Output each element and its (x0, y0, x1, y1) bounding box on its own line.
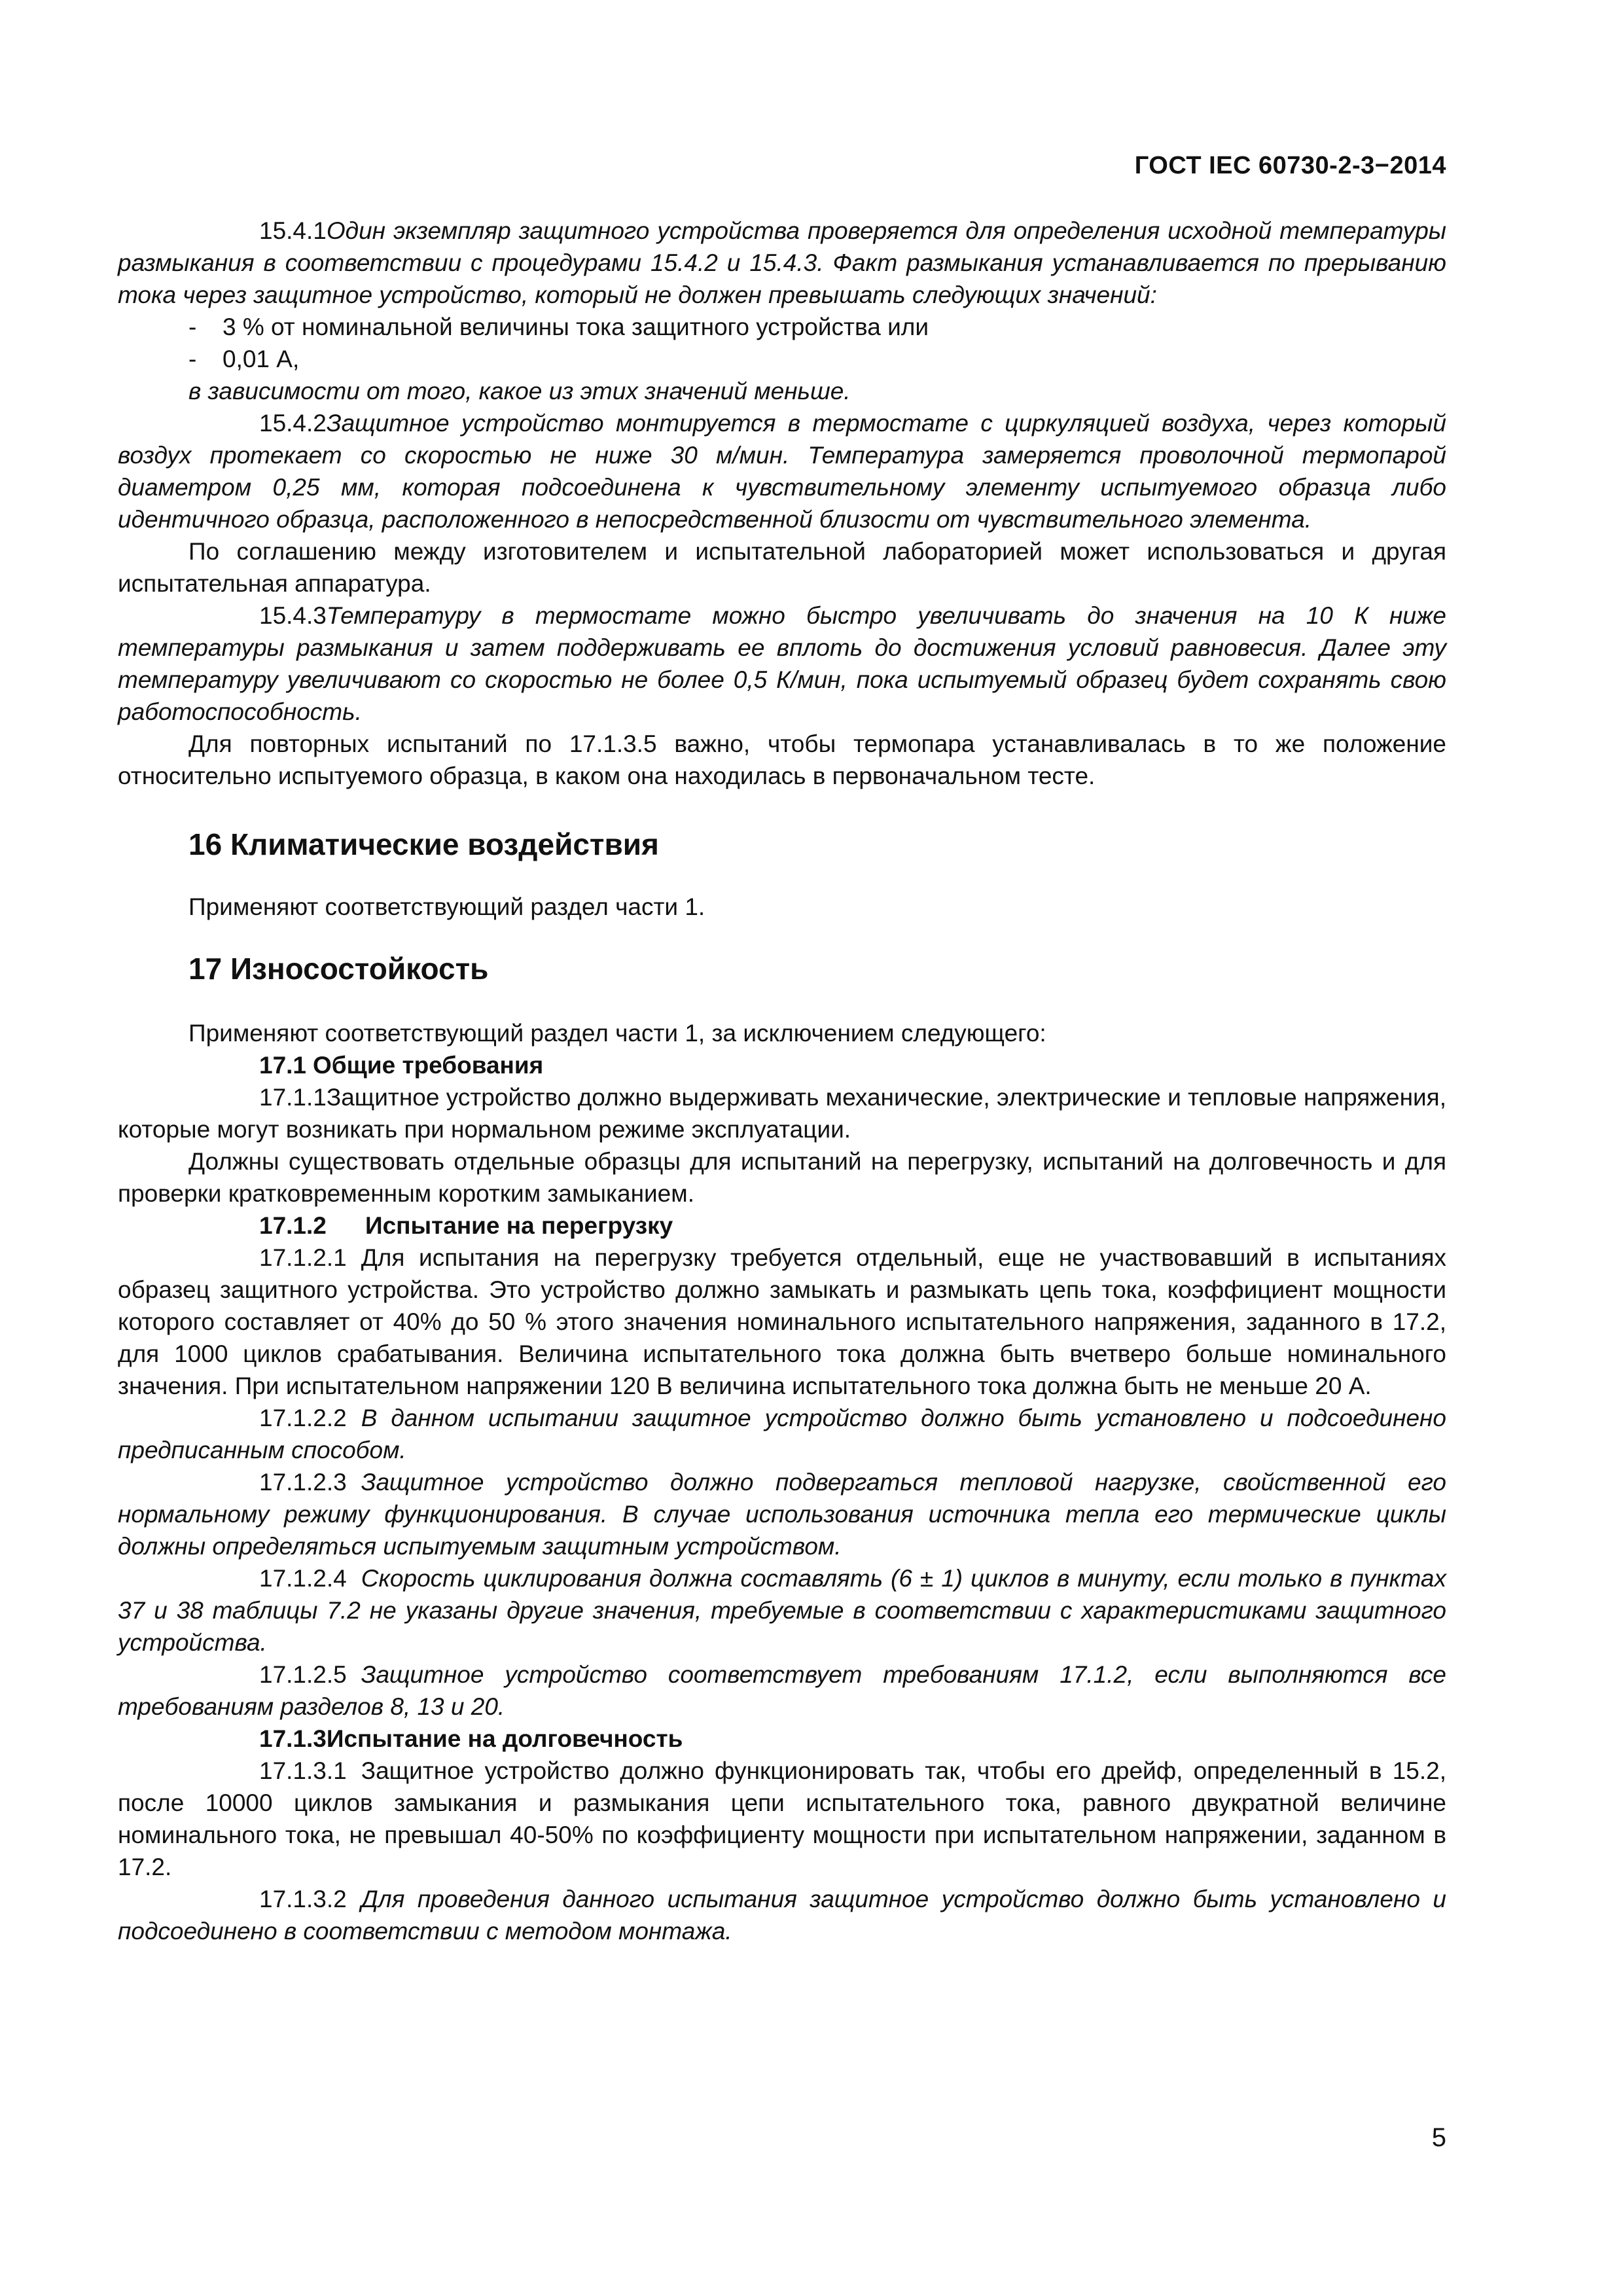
list-item-text: 0,01 А, (223, 346, 300, 372)
paragraph-17-1-2-3 (118, 1466, 1446, 1562)
paragraph-17-1-2-2 (118, 1402, 1446, 1466)
clause-number: 17.1.3.2 (259, 1886, 347, 1912)
paragraph-text: Защитное устройство монтируется в термостате с циркуляцией воздуха, через который воздух протекает со скоростью не ниже 30 м/мин. Температура замеряется проволочной термопарой диаметром 0,25 мм, которая подсоединена к чувствительному элементу испытуемого образца либо идентичного образца, расположенного в непосредственной близости от чувствительного элемента. (118, 410, 1446, 533)
clause-number: 17.1.2.1 (259, 1244, 347, 1271)
page-number: 5 (1431, 2123, 1446, 2152)
paragraph-text: Защитное устройство должно подвергаться тепловой нагрузке, свойственной его нормальному режиму функционирования. В случае использования источника тепла его термические циклы должны определяться испытуемым защитным устройством. (118, 1469, 1446, 1560)
clause-number: 17.1 (259, 1052, 307, 1079)
paragraph-text: Температуру в термостате можно быстро увеличивать до значения на 10 К ниже температуры размыкания и затем поддерживать ее вплоть до достижения условий равновесия. Далее эту температуру увеличивают со скоростью не более 0,5 К/мин, пока испытуемый образец будет сохранять свою работоспособность. (118, 602, 1446, 725)
subsection-title: Общие требования (313, 1052, 544, 1079)
list-item (188, 343, 1446, 375)
subsection-title: Испытание на долговечность (326, 1725, 683, 1752)
document-body (118, 215, 1446, 1947)
document-header: ГОСТ IEC 60730-2-3−2014 (1134, 152, 1446, 179)
subsection-17-1-2-heading (118, 1210, 1446, 1242)
paragraph-text: Один экземпляр защитного устройства проверяется для определения исходной температуры размыкания в соответствии с процедурами 15.4.2 и 15.4.3. Факт размыкания устанавливается по прерыванию тока через защитное устройство, который не должен превышать следующих значений: (118, 217, 1446, 308)
paragraph-15-4-2 (118, 407, 1446, 535)
clause-number: 17.1.3 (259, 1725, 327, 1752)
paragraph-text: Защитное устройство должно выдерживать механические, электрические и тепловые напряжения, которые могут возникать при нормальном режиме эксплуатации. (118, 1084, 1446, 1143)
paragraph-17-1-1 (118, 1081, 1446, 1145)
clause-number: 17.1.2.3 (259, 1469, 347, 1496)
paragraph-17-1-2-1 (118, 1242, 1446, 1402)
subsection-17-1-heading (118, 1049, 1446, 1081)
paragraph-17-1-3-2 (118, 1883, 1446, 1947)
paragraph-samples: Должны существовать отдельные образцы для испытаний на перегрузку, испытаний на долговечность и для проверки кратковременным коротким замыканием. (118, 1148, 1446, 1207)
clause-number: 17.1.2.4 (259, 1565, 347, 1592)
list-item-text: 3 % от номинальной величины тока защитного устройства или (223, 314, 929, 340)
paragraph-15-4-1 (118, 215, 1446, 311)
clause-number: 15.4.2 (259, 410, 327, 437)
section-17-intro: Применяют соответствующий раздел части 1, за исключением следующего: (188, 1020, 1046, 1047)
subsection-title: Испытание на перегрузку (365, 1212, 673, 1239)
clause-number: 15.4.1 (259, 217, 327, 244)
paragraph-text: Защитное устройство соответствует требованиям 17.1.2, если выполняются все требованиям разделов 8, 13 и 20. (118, 1661, 1446, 1720)
clause-number: 15.4.3 (259, 602, 327, 629)
list-dash: - (188, 346, 197, 372)
paragraph-repeat-tests: Для повторных испытаний по 17.1.3.5 важно, чтобы термопара устанавливалась в то же положение относительно испытуемого образца, в каком она находилась в первоначальном тесте. (118, 730, 1446, 789)
section-16-text: Применяют соответствующий раздел части 1. (188, 893, 705, 920)
paragraph-text: Защитное устройство должно функционировать так, чтобы его дрейф, определенный в 15.2, после 10000 циклов замыкания и размыкания цепи испытательного тока, равного двукратной величине номинального тока, не превышал 40-50% по коэффициенту мощности при испытательном напряжении, заданном в 17.2. (118, 1757, 1446, 1880)
section-16-title: 16 Климатические воздействия (188, 827, 659, 861)
paragraph-15-4-3 (118, 600, 1446, 728)
clause-number: 17.1.3.1 (259, 1757, 347, 1784)
paragraph-17-1-3-1 (118, 1755, 1446, 1883)
list-dash: - (188, 314, 197, 340)
paragraph-text: Скорость циклирования должна составлять (6 ± 1) циклов в минуту, если только в пунктах 37 и 38 таблицы 7.2 не указаны другие значения, требуемые в соответствии с характеристиками защитного устройства. (118, 1565, 1446, 1656)
paragraph-17-1-2-4 (118, 1562, 1446, 1659)
clause-number: 17.1.2.2 (259, 1405, 347, 1431)
paragraph-agreement: По соглашению между изготовителем и испытательной лабораторией может использоваться и другая испытательная аппаратура. (118, 538, 1446, 597)
section-17-title: 17 Износостойкость (188, 952, 489, 986)
paragraph-text: Для испытания на перегрузку требуется отдельный, еще не участвовавший в испытаниях образец защитного устройства. Это устройство должно замыкать и размыкать цепь тока, коэффициент мощности которого составляет от 40% до 50 % этого значения номинального испытательного напряжения, заданного в 17.2, для 1000 циклов срабатывания. Величина испытательного тока должна быть вчетверо больше номинального значения. При испытательном напряжении 120 В величина испытательного тока должна быть не меньше 20 А. (118, 1244, 1446, 1399)
subsection-17-1-3-heading (118, 1723, 1446, 1755)
paragraph-text: В данном испытании защитное устройство должно быть установлено и подсоединено предписанным способом. (118, 1405, 1446, 1463)
list-item (188, 311, 1446, 343)
paragraph-17-1-2-5 (118, 1659, 1446, 1723)
clause-number: 17.1.1 (259, 1084, 327, 1111)
clause-number: 17.1.2 (259, 1212, 327, 1239)
clause-number: 17.1.2.5 (259, 1661, 347, 1688)
paragraph-text: Для проведения данного испытания защитное устройство должно быть установлено и подсоединено в соответствии с методом монтажа. (118, 1886, 1446, 1945)
paragraph-depends: в зависимости от того, какое из этих значений меньше. (188, 378, 851, 404)
